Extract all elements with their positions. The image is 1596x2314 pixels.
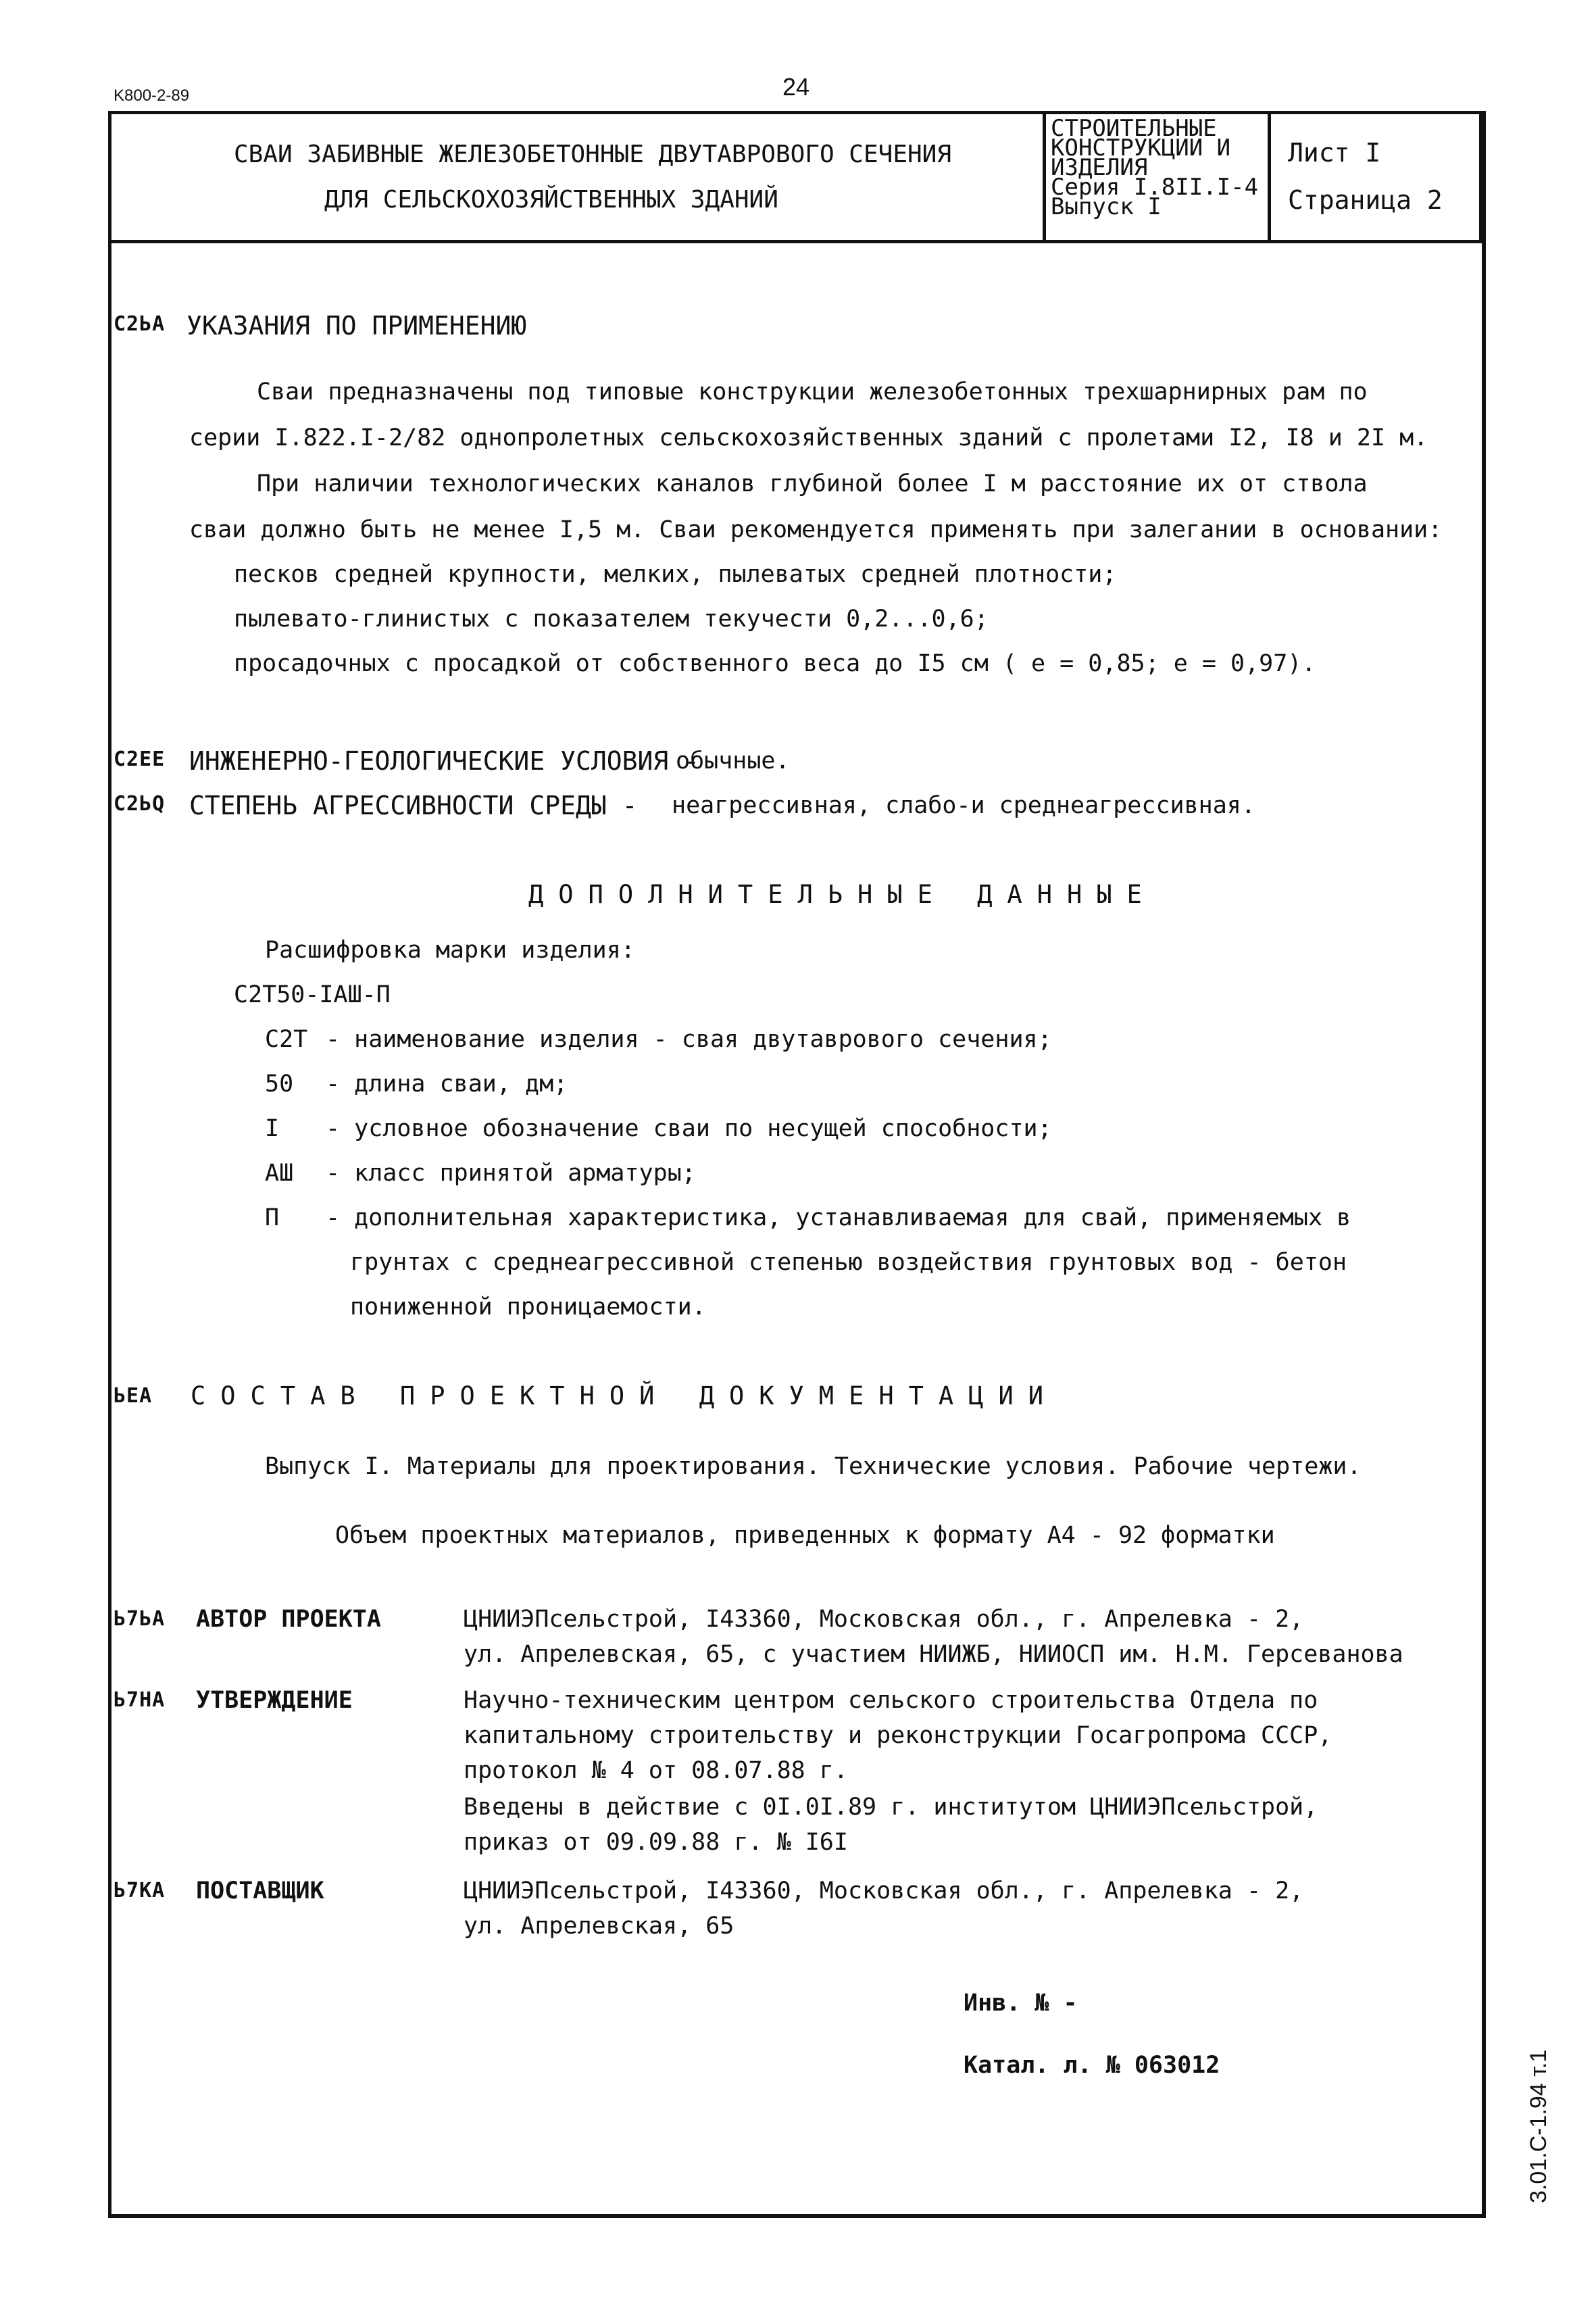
mark-text: - условное обозначение сваи по несущей способности;: [326, 1115, 1052, 1142]
catalog-number: Катал. л. № 063012: [964, 2052, 1220, 2079]
approval-code: Ь7НА: [114, 1688, 166, 1712]
decode-title: Расшифровка марки изделия:: [265, 937, 635, 964]
mark-text: - класс принятой арматуры;: [326, 1160, 696, 1187]
header-category: [1051, 115, 1259, 220]
geo-code: С2ЕЕ: [114, 747, 166, 771]
approval-line: протокол № 4 от 08.07.88 г.: [464, 1757, 848, 1784]
approval-line: капитальному строительству и реконструкции Госагропрома СССР,: [464, 1722, 1332, 1749]
body-line: Сваи предназначены под типовые конструкции железобетонных трехшарнирных рам по: [257, 378, 1368, 405]
author-code: Ь7ЬА: [114, 1607, 166, 1631]
aggr-code: С2ЬQ: [114, 792, 166, 816]
body-line: При наличии технологических каналов глубиной более I м расстояние их от ствола: [257, 470, 1368, 497]
geo-label: ИНЖЕНЕРНО-ГЕОЛОГИЧЕСКИЕ УСЛОВИЯ -: [189, 746, 699, 776]
side-stamp: 3.01.С-1.94 т.1: [1526, 2049, 1551, 2203]
header-divider-2: [1268, 111, 1271, 243]
mark-key: П: [265, 1204, 280, 1231]
supplier-code: Ь7КА: [114, 1879, 166, 1902]
category-line: Серия I.8II.I-4: [1051, 174, 1259, 201]
category-line: Выпуск I: [1051, 193, 1162, 220]
author-line: ул. Апрелевская, 65, с участием НИИЖБ, НИИОСП им. Н.М. Герсеванова: [464, 1641, 1403, 1668]
approval-label: УТВЕРЖДЕНИЕ: [196, 1687, 353, 1714]
mark-key: 50: [265, 1070, 294, 1098]
section-title: УКАЗАНИЯ ПО ПРИМЕНЕНИЮ: [186, 311, 527, 341]
aggr-value: неагрессивная, слабо-и среднеагрессивная.: [672, 792, 1255, 819]
approval-line: Научно-техническим центром сельского строительства Отдела по: [464, 1687, 1318, 1714]
product-mark: С2Т50-IАШ-П: [234, 981, 391, 1008]
header-divider-1: [1043, 111, 1046, 243]
mark-key: С2Т: [265, 1026, 308, 1053]
mark-key: АШ: [265, 1160, 294, 1187]
docs-code: ЬЕА: [114, 1384, 153, 1408]
extra-heading: ДОПОЛНИТЕЛЬНЫЕ ДАННЫЕ: [528, 880, 1157, 909]
body-line: просадочных с просадкой от собственного веса до I5 см ( e = 0,85; e = 0,97).: [234, 650, 1316, 677]
category-line: КОНСТРУКЦИИ И: [1051, 134, 1231, 162]
sheet-label: Лист I: [1288, 138, 1381, 168]
docs-volume: Объем проектных материалов, приведенных к формату А4 - 92 форматки: [335, 1522, 1275, 1549]
header-title-line2: ДЛЯ СЕЛЬСКОХОЗЯЙСТВЕННЫХ ЗДАНИЙ: [324, 186, 778, 214]
mark-text: - дополнительная характеристика, устанавливаемая для свай, применяемых в: [326, 1204, 1351, 1231]
author-line: ЦНИИЭПсельстрой, I43360, Московская обл., г. Апрелевка - 2,: [464, 1606, 1304, 1633]
docs-issue: Выпуск I. Материалы для проектирования. Технические условия. Рабочие чертежи.: [265, 1453, 1362, 1480]
geo-value: обычные.: [676, 747, 790, 774]
category-line: ИЗДЕЛИЯ: [1051, 154, 1148, 181]
doc-code: K800-2-89: [114, 87, 190, 105]
header-title-line1: СВАИ ЗАБИВНЫЕ ЖЕЛЕЗОБЕТОННЫЕ ДВУТАВРОВОГО СЕЧЕНИЯ: [234, 141, 952, 168]
body-line: пылевато-глинистых с показателем текучести 0,2...0,6;: [234, 606, 989, 633]
category-line: СТРОИТЕЛЬНЫЕ: [1051, 115, 1217, 142]
section-code: С2ЬА: [114, 312, 166, 336]
supplier-line: ЦНИИЭПсельстрой, I43360, Московская обл., г. Апрелевка - 2,: [464, 1877, 1304, 1904]
mark-text-cont: грунтах с среднеагрессивной степенью воздействия грунтовых вод - бетон: [350, 1249, 1347, 1276]
mark-text: - длина сваи, дм;: [326, 1070, 568, 1098]
approval-line: приказ от 09.09.88 г. № I6I: [464, 1829, 848, 1856]
body-line: песков средней крупности, мелких, пылеватых средней плотности;: [234, 561, 1117, 588]
body-line: серии I.822.I-2/82 однопролетных сельскохозяйственных зданий с пролетами I2, I8 и 2I м.: [189, 424, 1428, 451]
page-label: Страница 2: [1288, 185, 1443, 215]
mark-key: I: [265, 1115, 280, 1142]
approval-line: Введены в действие с 0I.0I.89 г. институтом ЦНИИЭПсельстрой,: [464, 1794, 1318, 1821]
author-label: АВТОР ПРОЕКТА: [196, 1606, 381, 1633]
supplier-line: ул. Апрелевская, 65: [464, 1913, 734, 1940]
body-line: сваи должно быть не менее I,5 м. Сваи рекомендуется применять при залегании в основании:: [189, 516, 1443, 543]
supplier-label: ПОСТАВЩИК: [196, 1877, 324, 1904]
mark-text-cont: пониженной проницаемости.: [350, 1294, 706, 1321]
inventory-number: Инв. № -: [964, 1990, 1078, 2017]
mark-text: - наименование изделия - свая двутаврового сечения;: [326, 1026, 1052, 1053]
page-number: 24: [782, 73, 810, 101]
docs-heading: СОСТАВ ПРОЕКТНОЙ ДОКУМЕНТАЦИИ: [191, 1381, 1059, 1410]
aggr-label: СТЕПЕНЬ АГРЕССИВНОСТИ СРЕДЫ -: [189, 791, 638, 820]
header-block: [108, 111, 1482, 243]
